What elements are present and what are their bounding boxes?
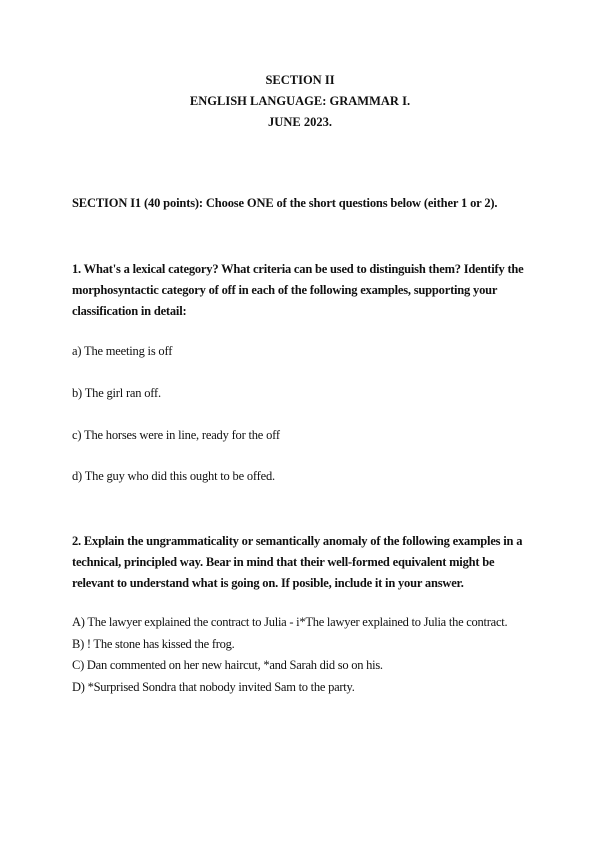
section-instructions: SECTION I1 (40 points): Choose ONE of the short questions below (either 1 or 2). bbox=[72, 196, 498, 210]
exam-header bbox=[0, 70, 600, 133]
question-2-example-d: D) *Surprised Sondra that nobody invited Sam to the party. bbox=[72, 679, 355, 694]
question-1-prompt: 1. What's a lexical category? What criteria can be used to distinguish them? Identify the morphosyntactic category of off in each of the following examples, supporting your classification in detail: bbox=[72, 262, 524, 318]
section-title: SECTION II bbox=[265, 73, 335, 87]
question-2-example-c: C) Dan commented on her new haircut, *and Sarah did so on his. bbox=[72, 658, 383, 672]
question-1-example-c: c) The horses were in line, ready for the off bbox=[72, 428, 280, 442]
question-2-examples bbox=[72, 612, 507, 698]
question-1-example-d: d) The guy who did this ought to be offed. bbox=[72, 469, 275, 483]
course-title: ENGLISH LANGUAGE: GRAMMAR I. bbox=[189, 94, 411, 108]
question-1-example-a: a) The meeting is off bbox=[72, 344, 173, 358]
question-2-example-b: B) ! The stone has kissed the frog. bbox=[72, 636, 235, 651]
exam-date: JUNE 2023. bbox=[268, 115, 332, 129]
question-2-example-a: A) The lawyer explained the contract to Julia - i*The lawyer explained to Julia the contract. bbox=[72, 615, 508, 629]
question-2-prompt: 2. Explain the ungrammaticality or semantically anomaly of the following examples in a technical, principled way. Bear in mind that their well-formed equivalent might be relevant to understand what is going on. If posible, include it in your answer. bbox=[72, 534, 523, 590]
question-1-example-b: b) The girl ran off. bbox=[72, 386, 161, 400]
